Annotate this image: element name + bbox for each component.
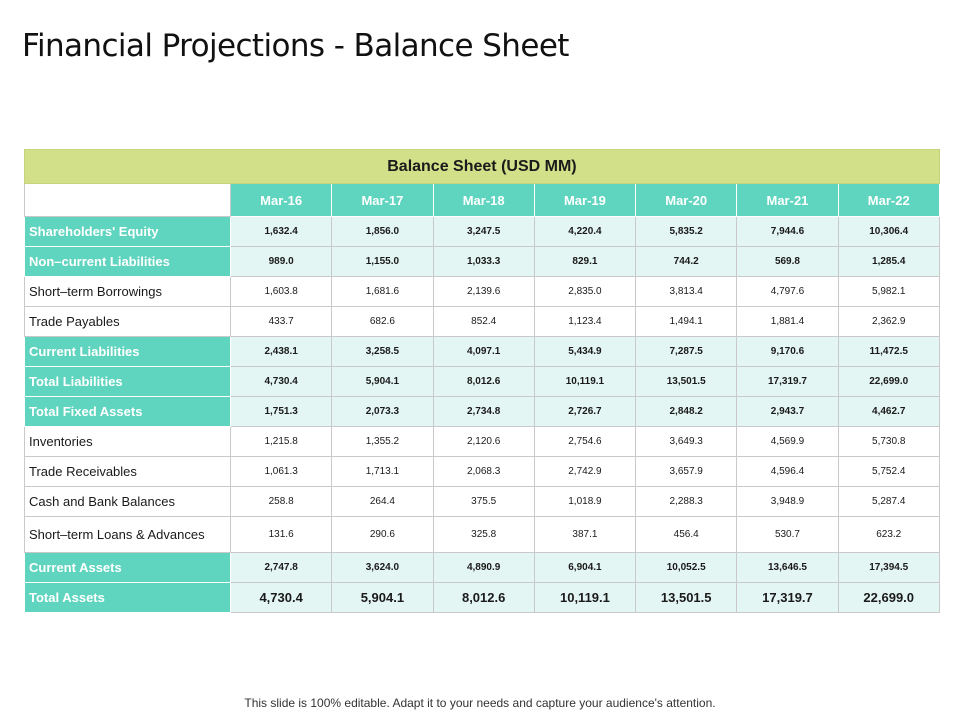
value-cell: 1,155.0 — [332, 247, 433, 277]
value-cell: 13,501.5 — [636, 367, 737, 397]
value-cell: 2,734.8 — [433, 397, 534, 427]
value-cell: 4,797.6 — [737, 277, 838, 307]
row-label: Total Fixed Assets — [25, 397, 231, 427]
value-cell: 3,948.9 — [737, 487, 838, 517]
row-label: Short–term Loans & Advances — [25, 517, 231, 553]
value-cell: 6,904.1 — [534, 553, 635, 583]
value-cell: 852.4 — [433, 307, 534, 337]
value-cell: 2,120.6 — [433, 427, 534, 457]
table-row — [25, 583, 940, 613]
table-row — [25, 217, 940, 247]
value-cell: 3,258.5 — [332, 337, 433, 367]
value-cell: 4,569.9 — [737, 427, 838, 457]
value-cell: 2,726.7 — [534, 397, 635, 427]
value-cell: 2,438.1 — [231, 337, 332, 367]
value-cell: 325.8 — [433, 517, 534, 553]
value-cell: 264.4 — [332, 487, 433, 517]
value-cell: 530.7 — [737, 517, 838, 553]
value-cell: 17,319.7 — [737, 583, 838, 613]
value-cell: 5,835.2 — [636, 217, 737, 247]
value-cell: 1,033.3 — [433, 247, 534, 277]
column-header: Mar-17 — [332, 184, 433, 217]
value-cell: 2,943.7 — [737, 397, 838, 427]
value-cell: 10,052.5 — [636, 553, 737, 583]
table-row — [25, 487, 940, 517]
value-cell: 5,730.8 — [838, 427, 939, 457]
column-header: Mar-21 — [737, 184, 838, 217]
value-cell: 387.1 — [534, 517, 635, 553]
table-row — [25, 427, 940, 457]
value-cell: 290.6 — [332, 517, 433, 553]
value-cell: 2,742.9 — [534, 457, 635, 487]
table-row — [25, 337, 940, 367]
value-cell: 5,434.9 — [534, 337, 635, 367]
value-cell: 2,835.0 — [534, 277, 635, 307]
value-cell: 7,287.5 — [636, 337, 737, 367]
column-header: Mar-20 — [636, 184, 737, 217]
row-label: Non–current Liabilities — [25, 247, 231, 277]
value-cell: 2,068.3 — [433, 457, 534, 487]
row-label: Total Liabilities — [25, 367, 231, 397]
table-row — [25, 307, 940, 337]
row-label: Trade Payables — [25, 307, 231, 337]
row-label: Current Liabilities — [25, 337, 231, 367]
value-cell: 1,856.0 — [332, 217, 433, 247]
page-title: Financial Projections - Balance Sheet — [22, 28, 569, 64]
table-row — [25, 247, 940, 277]
value-cell: 3,624.0 — [332, 553, 433, 583]
column-header: Mar-16 — [231, 184, 332, 217]
value-cell: 1,215.8 — [231, 427, 332, 457]
table-row — [25, 367, 940, 397]
table-caption: Balance Sheet (USD MM) — [25, 150, 940, 184]
value-cell: 1,751.3 — [231, 397, 332, 427]
value-cell: 3,813.4 — [636, 277, 737, 307]
value-cell: 11,472.5 — [838, 337, 939, 367]
value-cell: 8,012.6 — [433, 367, 534, 397]
column-header-row — [25, 184, 940, 217]
row-label: Cash and Bank Balances — [25, 487, 231, 517]
value-cell: 433.7 — [231, 307, 332, 337]
value-cell: 989.0 — [231, 247, 332, 277]
value-cell: 744.2 — [636, 247, 737, 277]
value-cell: 10,119.1 — [534, 583, 635, 613]
column-header: Mar-22 — [838, 184, 939, 217]
table-row — [25, 517, 940, 553]
value-cell: 456.4 — [636, 517, 737, 553]
value-cell: 1,713.1 — [332, 457, 433, 487]
value-cell: 4,730.4 — [231, 583, 332, 613]
balance-sheet-table — [24, 149, 940, 613]
table-row — [25, 553, 940, 583]
value-cell: 2,747.8 — [231, 553, 332, 583]
value-cell: 623.2 — [838, 517, 939, 553]
value-cell: 5,982.1 — [838, 277, 939, 307]
value-cell: 5,904.1 — [332, 583, 433, 613]
value-cell: 13,501.5 — [636, 583, 737, 613]
value-cell: 17,319.7 — [737, 367, 838, 397]
value-cell: 4,462.7 — [838, 397, 939, 427]
value-cell: 258.8 — [231, 487, 332, 517]
row-label: Inventories — [25, 427, 231, 457]
value-cell: 5,752.4 — [838, 457, 939, 487]
row-label: Current Assets — [25, 553, 231, 583]
value-cell: 5,287.4 — [838, 487, 939, 517]
value-cell: 1,018.9 — [534, 487, 635, 517]
value-cell: 9,170.6 — [737, 337, 838, 367]
row-label: Trade Receivables — [25, 457, 231, 487]
row-label: Short–term Borrowings — [25, 277, 231, 307]
column-header: Mar-19 — [534, 184, 635, 217]
value-cell: 1,285.4 — [838, 247, 939, 277]
value-cell: 1,881.4 — [737, 307, 838, 337]
table-row — [25, 397, 940, 427]
value-cell: 4,596.4 — [737, 457, 838, 487]
value-cell: 17,394.5 — [838, 553, 939, 583]
value-cell: 10,119.1 — [534, 367, 635, 397]
value-cell: 1,681.6 — [332, 277, 433, 307]
value-cell: 4,890.9 — [433, 553, 534, 583]
value-cell: 2,073.3 — [332, 397, 433, 427]
value-cell: 5,904.1 — [332, 367, 433, 397]
row-label: Total Assets — [25, 583, 231, 613]
value-cell: 131.6 — [231, 517, 332, 553]
value-cell: 829.1 — [534, 247, 635, 277]
table-row — [25, 457, 940, 487]
value-cell: 375.5 — [433, 487, 534, 517]
table-caption-row — [25, 150, 940, 184]
value-cell: 2,288.3 — [636, 487, 737, 517]
value-cell: 4,730.4 — [231, 367, 332, 397]
value-cell: 1,061.3 — [231, 457, 332, 487]
value-cell: 2,139.6 — [433, 277, 534, 307]
footer-note: This slide is 100% editable. Adapt it to your needs and capture your audience's attention. — [244, 696, 716, 710]
value-cell: 1,494.1 — [636, 307, 737, 337]
header-blank-cell — [25, 184, 231, 217]
value-cell: 4,097.1 — [433, 337, 534, 367]
value-cell: 13,646.5 — [737, 553, 838, 583]
value-cell: 8,012.6 — [433, 583, 534, 613]
value-cell: 1,603.8 — [231, 277, 332, 307]
value-cell: 2,362.9 — [838, 307, 939, 337]
value-cell: 1,355.2 — [332, 427, 433, 457]
value-cell: 2,754.6 — [534, 427, 635, 457]
value-cell: 22,699.0 — [838, 583, 939, 613]
value-cell: 3,247.5 — [433, 217, 534, 247]
value-cell: 682.6 — [332, 307, 433, 337]
column-header: Mar-18 — [433, 184, 534, 217]
value-cell: 569.8 — [737, 247, 838, 277]
row-label: Shareholders' Equity — [25, 217, 231, 247]
value-cell: 1,632.4 — [231, 217, 332, 247]
value-cell: 3,649.3 — [636, 427, 737, 457]
value-cell: 3,657.9 — [636, 457, 737, 487]
value-cell: 1,123.4 — [534, 307, 635, 337]
value-cell: 22,699.0 — [838, 367, 939, 397]
table-row — [25, 277, 940, 307]
value-cell: 7,944.6 — [737, 217, 838, 247]
value-cell: 4,220.4 — [534, 217, 635, 247]
value-cell: 10,306.4 — [838, 217, 939, 247]
value-cell: 2,848.2 — [636, 397, 737, 427]
